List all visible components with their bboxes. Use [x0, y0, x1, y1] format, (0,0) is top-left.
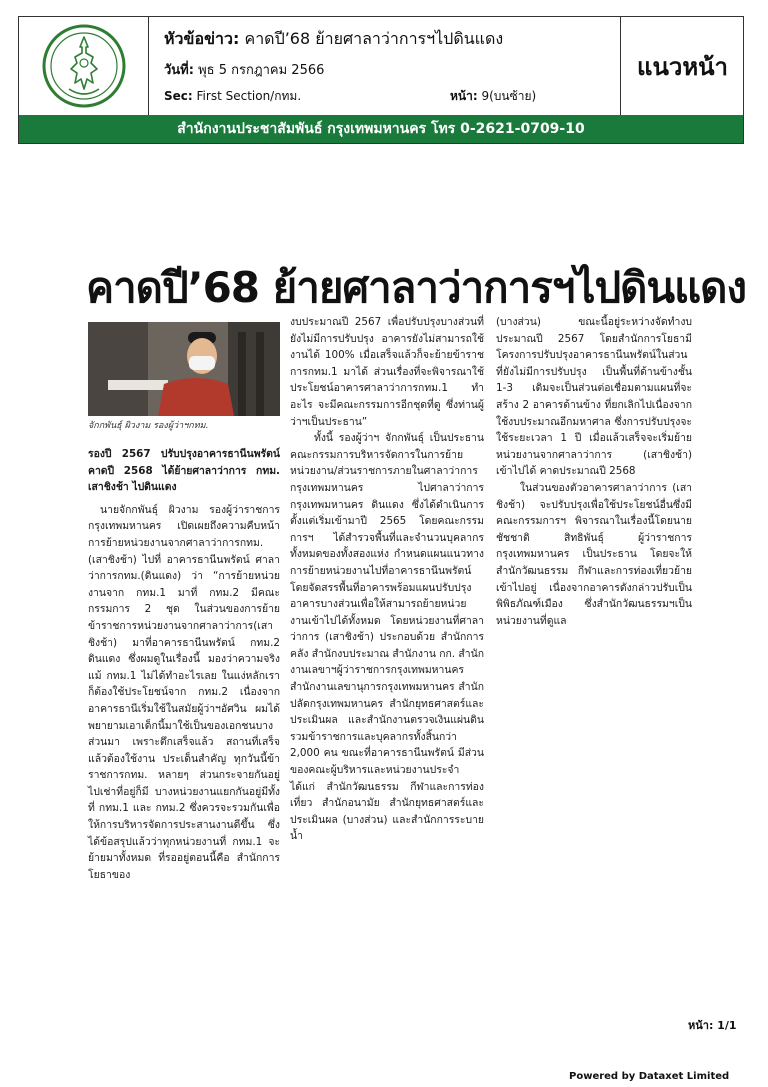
page-label: หน้า: [450, 89, 478, 103]
pr-office-banner: สำนักงานประชาสัมพันธ์ กรุงเทพมหานคร โทร 0-2621-0709-10 [19, 115, 743, 143]
article-headline: คาดปี’68 ย้ายศาลาว่าการฯไปดินแดง [86, 263, 746, 312]
sec-value: First Section/กทม. [196, 89, 302, 103]
date-label: วันที่: [164, 63, 194, 78]
article-photo [88, 322, 280, 416]
clipping-info [150, 17, 620, 115]
photo-caption: จักกพันธุ์ ผิวงาม รองผู้ว่าฯกทม. [88, 421, 209, 431]
sec-label: Sec: [164, 89, 193, 103]
page-value: 9(บนซ้าย) [481, 89, 537, 103]
date-value: พุธ 5 กรกฎาคม 2566 [198, 63, 325, 78]
date-row [164, 59, 324, 80]
bma-logo [19, 17, 149, 115]
powered-by: Powered by Dataxet Limited [569, 1071, 730, 1082]
headline-value: คาดปี’68 ย้ายศาลาว่าการฯไปดินแดง [244, 29, 504, 48]
bma-seal-icon [41, 23, 127, 109]
section-row [164, 87, 301, 106]
article-paragraph: นายจักกพันธุ์ ผิวงาม รองผู้ว่าราชการกรุงเทพมหานคร เปิดเผยถึงความคืบหน้าการย้ายหน่วยงานจากศาลาว่าการกทม.(เสาชิงช้า) ไปที่ อาคารธานีนพรัตน์ ศาลาว่าการกทม.(ดินแดง) ว่า “การย้ายหน่วยงานจาก กทม.1 มาที่ กทม.2 มีคณะกรรมการ 2 ชุด ในส่วนของการย้ายข้าราชการหน่วยงานจากศาลาว่าการ(เสาชิงช้า) มาที่อาคารธานีนพรัตน์ กทม.2 ดินแดง ซึ่งผมดูในเรื่องนี้ มองว่าความจริงแม้ กทม.1 ไม่ได้ทำอะไรเลย ในแง่หลักเราก็ต้องใช้ประโยชน์จาก กทม.2 เนื่องจากอาคารธานีเริ่มใช้ในสมัยผู้ว่าฯอัศวิน ผมได้พยายามเอาเด็กนี้มาใช้เป็นของเอกชนบางส่วนมา เพราะตึกเสร็จแล้ว สถานที่เสร็จแล้วต้องใช้งาน ประเด็นสำคัญ ทุกวันนี้ข้าราชการกทม. หลายๆ ส่วนกระจายกันอยู่ ไปเช่าที่อยู่ก็มี บางหน่วยงานแยกกันอยู่มีทั้งที่ กทม.1 และ กทม.2 ซึ่งควรจะรวมกันเพื่อให้การบริหารจัดการประสานงานดีขึ้น ซึ่งได้ข้อสรุปแล้วว่าทุกหน่วยงานที่ กทม.1 จะย้ายมาทั้งหมด ที่รออยู่ตอนนี้คือ สำนักการโยธาของ [88, 503, 280, 881]
article-paragraph: ทั้งนี้ รองผู้ว่าฯ จักกพันธุ์ เป็นประธานคณะกรรมการบริหารจัดการในการย้ายหน่วยงาน/ส่วนราชการภายในศาลาว่าการกรุงเทพมหานคร ไปศาลาว่าการกรุงเทพมหานคร ดินแดง ซึ่งได้ดำเนินการตั้งแต่เริ่มเข้ามาปี 2565 โดยคณะกรรมการฯ ได้สำรวจพื้นที่และจำนวนบุคลากรทั้งหมดของทั้งสองแห่ง กำหนดแผนแนวทางการย้ายหน่วยงานไปที่อาคารธานีนพรัตน์ โดยจัดสรรพื้นที่อาคารพร้อมแผนปรับปรุงอาคารบางส่วนเพื่อให้สามารถย้ายหน่วยงานเข้าไปได้ทั้งหมด โดยหน่วยงานที่ศาลาว่าการ (เสาชิงช้า) ประกอบด้วย สำนักการคลัง สำนักงบประมาณ สำนักงาน กก. สำนักงานเลขาฯผู้ว่าราชการกรุงเทพมหานคร สำนักงานเลขานุการกรุงเทพมหานคร สำนักปลัดกรุงเทพมหานคร สำนักยุทธศาสตร์และประเมินผล และสำนักงานตรวจเงินแผ่นดิน รวมข้าราชการและบุคลากรทั้งสิ้นกว่า 2,000 คน ขณะที่อาคารธานีนพรัตน์ มีส่วนของคณะผู้บริหารและหน่วยงานประจำ ได้แก่ สำนักวัฒนธรรม กีฬาและการท่องเที่ยว สำนักอนามัย สำนักยุทธศาสตร์และประเมินผล (บางส่วน) และสำนักการระบายน้ำ [290, 432, 484, 843]
clipping-header [18, 16, 744, 144]
page-count: หน้า: 1/1 [688, 1019, 737, 1032]
page-row [450, 87, 536, 106]
article-column-3 [496, 314, 692, 629]
headline-row [164, 27, 503, 52]
newspaper-name: แนวหน้า [620, 17, 744, 115]
article-paragraph: ในส่วนของตัวอาคารศาลาว่าการ (เสาชิงช้า) จะปรับปรุงเพื่อใช้ประโยชน์อื่นซึ่งมีคณะกรรมการฯ พิจารณาในเรื่องนี้โดยนายชัชชาติ สิทธิพันธุ์ ผู้ว่าราชการกรุงเทพมหานคร เป็นประธาน โดยจะให้สำนักวัฒนธรรม กีฬาและการท่องเที่ยวย้ายเข้าไปอยู่ เนื่องจากอาคารดังกล่าวปรับเป็นพิพิธภัณฑ์เมือง ซึ่งสำนักวัฒนธรรมฯเป็นหน่วยงานที่ดูแล [496, 481, 692, 627]
article-paragraph: (บางส่วน) ขณะนี้อยู่ระหว่างจัดทำงบประมาณปี 2567 โดยสำนักการโยธามีโครงการปรับปรุงอาคารธานีนพรัตน์ในส่วนที่ยังไม่มีการปรับปรุง เป็นพื้นที่ด้านข้างชั้น 1-3 เดิมจะเป็นส่วนต่อเชื่อมตามแผนที่จะสร้าง 2 อาคารด้านข้าง ที่ยกเลิกไปเนื่องจากใช้งบประมาณอีกมหาศาล ซึ่งการปรับปรุงจะใช้ระยะเวลา 1 ปี เมื่อแล้วเสร็จจะเริ่มย้ายหน่วยงานจากศาลาว่าการ (เสาชิงช้า) เข้าไปได้ คาดประมาณปี 2568 [496, 316, 692, 478]
person-photo-icon [88, 322, 280, 416]
article-column-2 [290, 314, 484, 845]
article-lead: รองปี 2567 ปรับปรุงอาคารธานีนพรัตน์ คาดปี 2568 ได้ย้ายศาลาว่าการ กทม. เสาชิงช้า ไปดินแดง [88, 448, 280, 494]
article-column-1 [88, 446, 280, 883]
headline-label: หัวข้อข่าว: [164, 29, 240, 48]
article-paragraph: งบประมาณปี 2567 เพื่อปรับปรุงบางส่วนที่ยังไม่มีการปรับปรุง อาคารยังไม่สามารถใช้งานได้ 100% เมื่อเสร็จแล้วก็จะย้ายข้าราชการกทม.1 มาได้ ส่วนเรื่องที่จะพิจารณาใช้ประโยชน์อาคารศาลาว่าการกทม.1 ทำอะไร จะมีคณะกรรมการอีกชุดที่ดู ซึ่งท่านผู้ว่าฯเป็นประธาน” [290, 316, 484, 428]
